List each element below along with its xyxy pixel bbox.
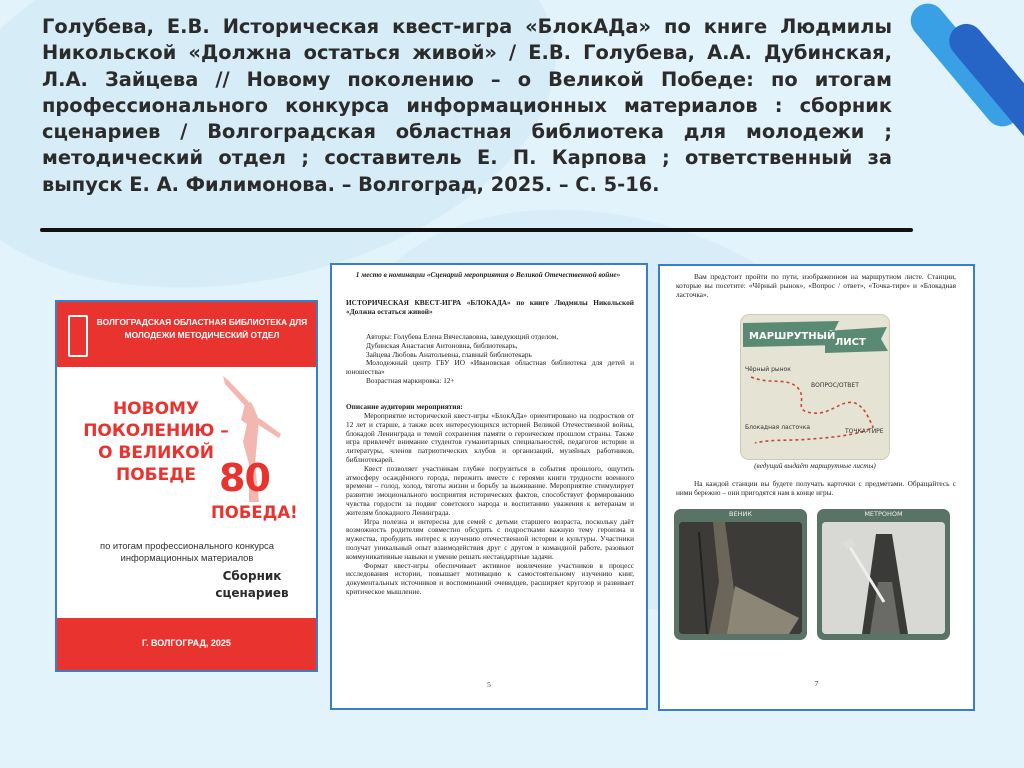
metronome-icon	[822, 522, 945, 634]
page-number: 7	[814, 679, 819, 688]
author-line: Дубинская Анастасия Антоновна, библиотекарь,	[366, 340, 518, 350]
authors-block	[346, 333, 634, 386]
body-paragraph: Мероприятие исторической квест-игры «БлокАДа» ориентировано на подростков от 12 лет и старше, а также всех интересующихся историей Великой Отечественной войны, блокадой Ленинграда и темой сохранения памяти о героическом прошлом страны. Также игра привлечёт внимание студентов гуманитарных специальностей, педагогов истории и литературы, членов патриотических клубов и организаций, музейных работников, библиотекарей.	[346, 411, 634, 464]
route-map-icon	[741, 315, 889, 459]
body-paragraph: Игра полезна и интересна для семей с детьми старшего возраста, поскольку даёт возможность родителям совместно обсудить с подростками важную тему героизма и мужества, пробудить интерес к изучению отечественной истории и культуры. Участники получат уникальный опыт взаимодействия друг с другом в командной работе, разовьют коммуникативные навыки и умение решать нестандартные задачи.	[346, 516, 634, 561]
cover-image	[55, 300, 318, 672]
cards-instructions	[676, 480, 956, 498]
nomination-header: 1 место в номинации «Сценарий мероприятия о Великой Отечественной войне»	[355, 270, 621, 279]
map-station: ВОПРОС/ОТВЕТ	[811, 382, 859, 389]
map-station: Блокадная ласточка	[745, 424, 811, 431]
author-line: Зайцева Любовь Анатольевна, главный библиотекарь	[366, 349, 532, 359]
cover-subtitle: по итогам профессионального конкурса информационных материалов	[100, 540, 274, 563]
cover-title-line: О ВЕЛИКОЙ	[98, 443, 214, 463]
title-divider	[40, 228, 913, 232]
cover-organization: ВОЛГОГРАДСКАЯ ОБЛАСТНАЯ БИБЛИОТЕКА ДЛЯ МОЛОДЕЖИ МЕТОДИЧЕСКИЙ ОТДЕЛ	[96, 317, 308, 340]
cover-title-line: НОВОМУ	[112, 399, 200, 419]
broom-icon	[679, 522, 802, 634]
cover-collection-line: сценариев	[215, 586, 289, 600]
document-page-5	[330, 263, 648, 710]
cover-title	[81, 398, 231, 486]
map-title-1: МАРШРУТНЫЙ	[749, 331, 836, 342]
metronome-photo	[822, 522, 945, 634]
cover-title-line: ПОКОЛЕНИЮ –	[83, 421, 229, 441]
map-station: ТОЧКА-ТИРЕ	[845, 428, 884, 435]
cover-collection-line: Сборник	[222, 569, 282, 583]
body-paragraph: Квест позволяет участникам глубже погрузиться в события прошлого, ощутить атмосферу осаждённого города, пережить вместе с героями книги трудности военного времени – голод, холод, тяготы жизни и борьбу за выживание. Мероприятие стимулирует развитие эмоционального восприятия исторических фактов, способствует формированию чувства гордости за подвиг советского народа и воспитанию уважения к ветеранам и жителям блокадного Ленинграда.	[346, 463, 634, 517]
cover-bottom-band	[57, 618, 316, 670]
body-text	[346, 412, 634, 597]
cover-city-year: Г. ВОЛГОГРАД, 2025	[142, 638, 231, 648]
author-line: Молодежный центр ГБУ ИО «Ивановская областная библиотека для детей и юношества»	[346, 358, 634, 377]
cards-instructions-text: На каждой станции вы будете получать карточки с предметами. Обращайтесь с ними бережно – они пригодятся нам в конце игры.	[676, 479, 956, 497]
card-label: ВЕНИК	[729, 510, 752, 518]
card-label: МЕТРОНОМ	[864, 510, 903, 518]
metronome-card	[817, 509, 950, 640]
route-intro	[676, 273, 956, 299]
cover-collection-label	[197, 568, 307, 602]
route-map-card	[740, 314, 890, 460]
document-page-7	[658, 264, 975, 711]
broom-card	[674, 509, 807, 640]
section-heading: Описание аудитории мероприятия:	[346, 402, 463, 411]
cover-anniversary-number: 80	[219, 456, 270, 500]
author-line: Возрастная маркировка: 12+	[366, 375, 455, 385]
author-line: Авторы: Голубева Елена Вячеславовна, заведующий отделом,	[366, 332, 559, 341]
scenario-title: ИСТОРИЧЕСКАЯ КВЕСТ-ИГРА «БЛОКАДА» по книге Людмилы Никольской «Должна остаться живой»	[346, 298, 634, 316]
map-station: Чёрный рынок	[745, 366, 791, 373]
cover-victory-word: ПОБЕДА!	[211, 503, 298, 522]
body-paragraph: Формат квест-игры обеспечивает активное вовлечение участников в процесс исследования истории, повышает мотивацию к самостоятельному изучению книг, документальных источников и воспоминаний очевидцев, расширяет кругозор и развивает критическое мышление.	[346, 560, 634, 596]
map-caption: (ведущий выдаёт маршрутные листы)	[754, 461, 876, 470]
page-number: 5	[487, 680, 491, 689]
route-intro-text: Вам предстоит пройти по пути, изображенном на маршрутном листе. Станции, которые вы посетите: «Чёрный рынок», «Вопрос / ответ», «Точка-тире» и «Блокадная ласточка».	[676, 272, 956, 299]
citation-text: Голубева, Е.В. Историческая квест-игра «БлокАДа» по книге Людмилы Никольской «Должна остаться живой» / Е.В. Голубева, А.А. Дубинская, Л.А. Зайцева // Новому поколению – о Великой Победе: по итогам профессионального конкурса информационных материалов : сборник сценариев / Волгоградская областная библиотека для молодежи ; методический отдел ; составитель Е. П. Карпова ; ответственный за выпуск Е. А. Филимонова. – Волгоград, 2025. – С. 5-16.	[42, 15, 892, 196]
cover-top-band	[57, 302, 316, 367]
broom-photo	[679, 522, 802, 634]
book-icon	[68, 315, 88, 357]
map-title-2: ЛИСТ	[835, 337, 866, 348]
cover-title-line: ПОБЕДЕ	[115, 465, 196, 485]
